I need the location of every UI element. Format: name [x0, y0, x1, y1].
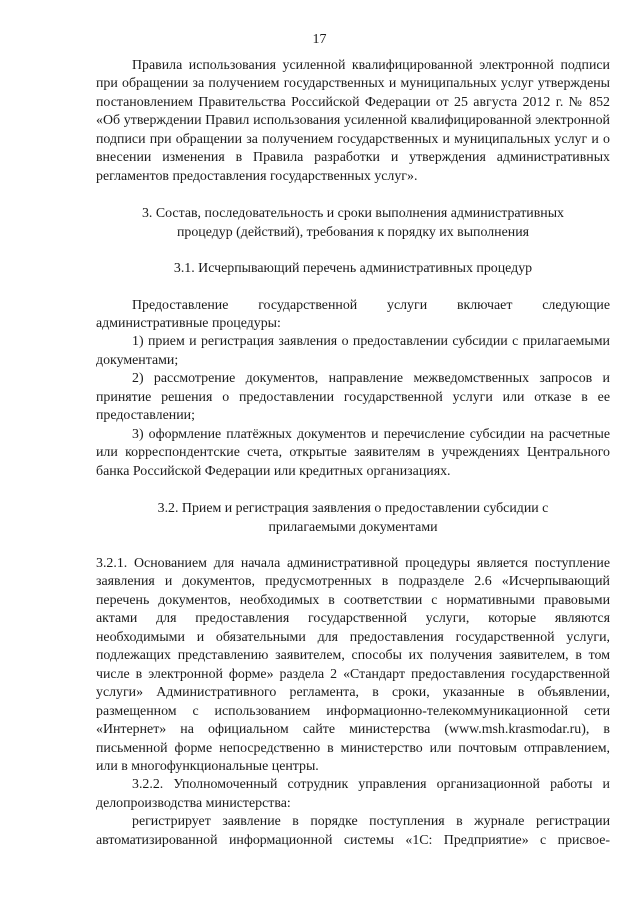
paragraph-signature-rules: Правила использования усиленной квалифицированной электронной подписи при обращении за получением государственных и муниципальных услуг утверждены постановлением Правительства Российской Федерации от 25 августа 2012 г. № 852 «Об утверждении Правил использования усиленной квалифицированной электронной подписи при обращении за получением государственных и муниципальных услуг и о внесении изменения в Правила разработки и утверждения административных регламентов предоставления государственных услуг».: [96, 58, 610, 184]
page-number: 17: [312, 32, 327, 47]
section-3-2-heading: 3.2. Прием и регистрация заявления о предоставлении субсидии с прилагаемыми документами: [157, 501, 549, 535]
paragraph-3-2-2-registration: регистрирует заявление в порядке поступления в журнале регистрации автоматизированной информационной системы «1С: Предприятие» с присвое-: [96, 814, 610, 848]
list-item-3: 3) оформление платёжных документов и перечисление субсидии на расчетные или корреспондентские счета, открытые заявителям в учреждениях Центрального банка Российской Федерации или кредитных организациях.: [96, 426, 610, 479]
list-item-1: 1) прием и регистрация заявления о предоставлении субсидии с прилагаемыми документами;: [96, 334, 610, 368]
paragraph-3-2-2: 3.2.2. Уполномоченный сотрудник управления организационной работы и делопроизводства министерства:: [96, 777, 610, 811]
page-content: [96, 57, 610, 850]
list-item-2: 2) рассмотрение документов, направление межведомственных запросов и принятие решения о предоставлении государственной услуги или отказе в ее предоставлении;: [96, 371, 610, 424]
paragraph-procedures-intro: Предоставление государственной услуги включает следующие административные процедуры:: [96, 297, 610, 331]
section-3-1-heading: 3.1. Исчерпывающий перечень административных процедур: [173, 261, 533, 277]
section-3-heading: 3. Состав, последовательность и сроки выполнения административных процедур (действий), требования к порядку их выполнения: [141, 206, 564, 240]
paragraph-3-2-1: 3.2.1. Основанием для начала административной процедуры является поступление заявления и документов, предусмотренных в подразделе 2.6 «Исчерпывающий перечень документов, необходимых в соответствии с нормативными правовыми актами для предоставления государственной услуги, которые являются необходимыми и обязательными для предоставления государственной услуги, подлежащих представлению заявителем, способы их получения заявителем, в том числе в электронной форме» раздела 2 «Стандарт предоставления государственной услуги» Административного регламента, в сроки, указанные в объявлении, размещенном с использованием информационно-телекоммуникационной сети «Интернет» на официальном сайте министерства (www.msh.krasmodar.ru), в письменной форме непосредственно в министерство или почтовым отправлением, или в многофункциональные центры.: [96, 555, 610, 774]
